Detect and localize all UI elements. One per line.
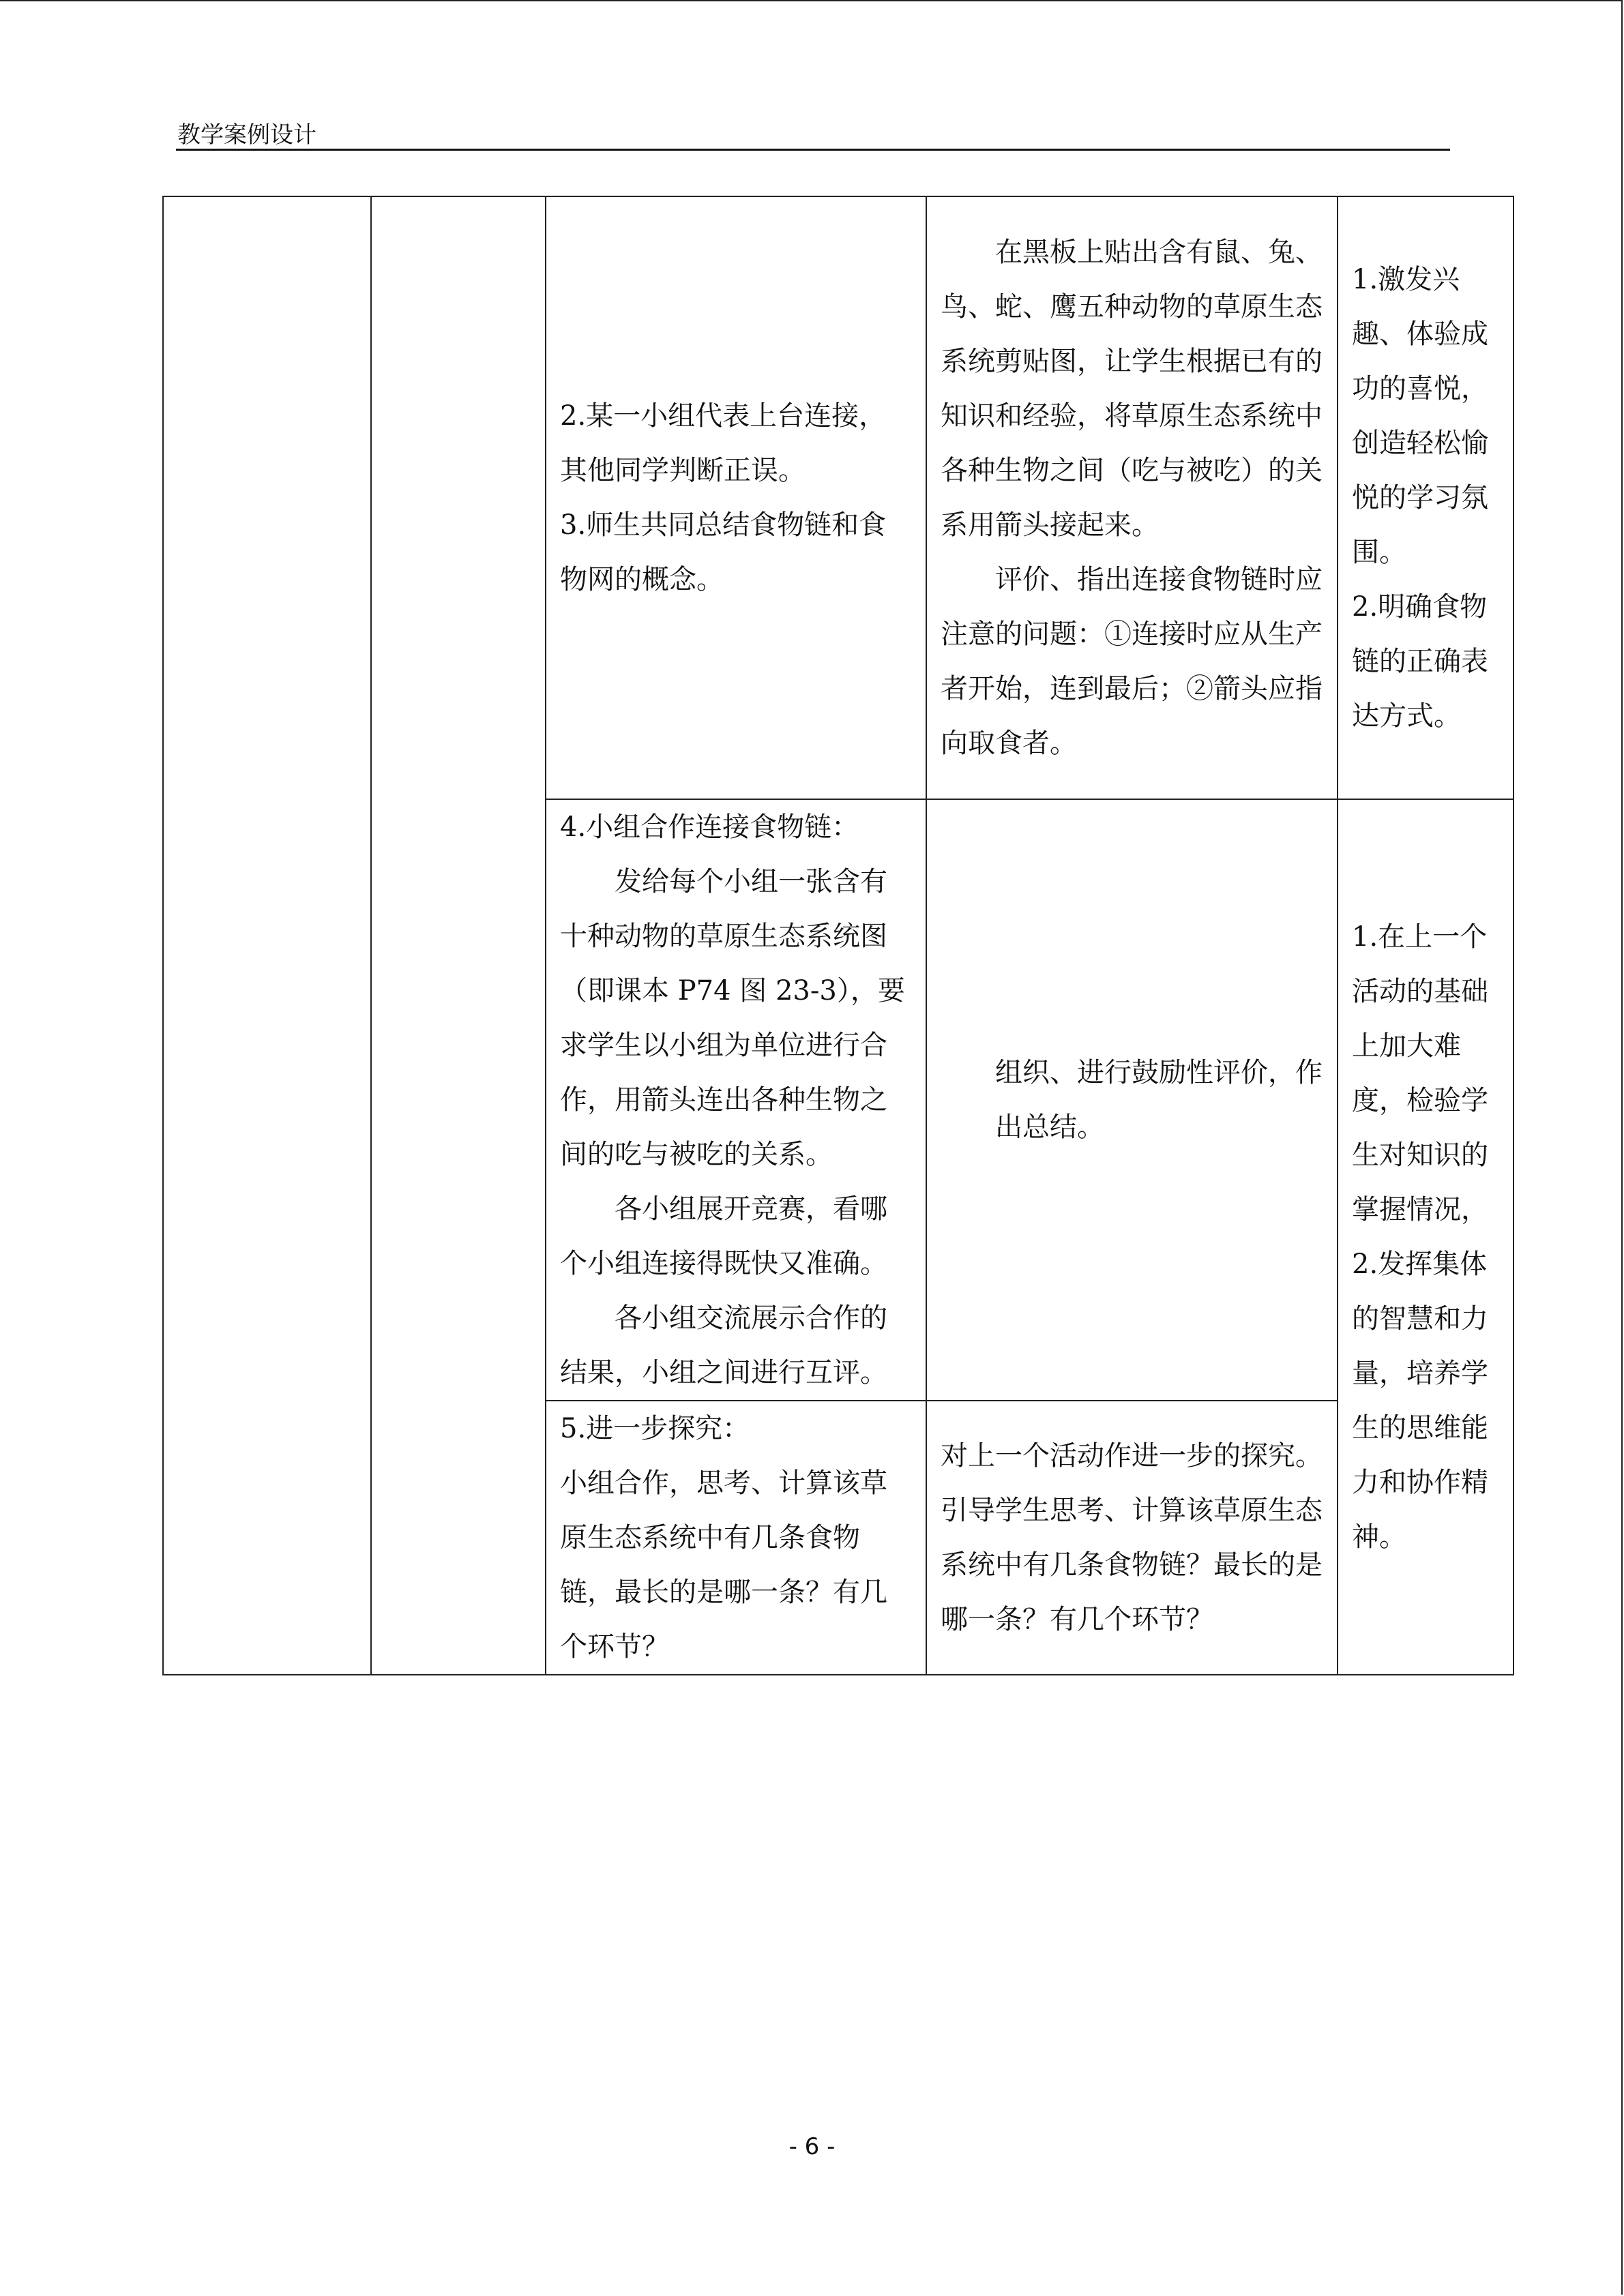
activity-title: 5.进一步探究： [560, 1413, 750, 1444]
student-activity-cell [546, 196, 926, 799]
blank-cell-col2 [371, 196, 546, 1675]
student-activity-text: 小组合作，思考、计算该草原生态系统中有几条食物链，最长的是哪一条？有几个环节？ [560, 1467, 887, 1663]
activity-title: 4.小组合作连接食物链： [560, 811, 859, 843]
student-activity-cell [546, 1401, 926, 1675]
student-activity-text: 发给每个小组一张含有十种动物的草原生态系统图（即课本 P74 图 23-3），要求学生以小组为单位进行合作，用箭头连出各种生物之间的吃与被吃的关系。 [560, 866, 905, 1170]
student-activity-text: 3.师生共同总结食物链和食物网的概念。 [560, 509, 887, 595]
teacher-activity-text: 在黑板上贴出含有鼠、兔、鸟、蛇、鹰五种动物的草原生态系统剪贴图，让学生根据已有的知识和经验，将草原生态系统中各种生物之间（吃与被吃）的关系用箭头接起来。 [941, 237, 1323, 541]
design-intent-cell [1338, 799, 1514, 1675]
student-activity-text: 2.某一小组代表上台连接，其他同学判断正误。 [560, 400, 887, 486]
header-title: 教学案例设计 [177, 121, 316, 149]
header-rule [176, 149, 1450, 151]
page-number: - 6 - [788, 2133, 836, 2160]
teacher-activity-text: 对上一个活动作进一步的探究。引导学生思考、计算该草原生态系统中有几条食物链？最长的是哪一条？有几个环节？ [941, 1440, 1323, 1635]
teacher-activity-cell [926, 799, 1338, 1401]
design-intent-text: 1.在上一个活动的基础上加大难度，检验学生对知识的掌握情况， [1352, 921, 1488, 1225]
teacher-activity-cell [926, 196, 1338, 799]
teacher-activity-text: 评价、指出连接食物链时应注意的问题：①连接时应从生产者开始，连到最后；②箭头应指向取食者。 [941, 564, 1323, 759]
design-intent-cell [1338, 196, 1514, 799]
student-activity-text: 各小组交流展示合作的结果，小组之间进行互评。 [560, 1302, 887, 1388]
design-intent-text: 1.激发兴趣、体验成功的喜悦，创造轻松愉悦的学习氛围。 [1352, 264, 1488, 568]
lesson-table [162, 196, 1514, 1675]
teacher-activity-text: 组织、进行鼓励性评价，作出总结。 [995, 1057, 1323, 1143]
design-intent-text: 2.明确食物链的正确表达方式。 [1352, 591, 1488, 732]
table-row [163, 196, 1514, 799]
student-activity-cell [546, 799, 926, 1401]
design-intent-text: 2.发挥集体的智慧和力量，培养学生的思维能力和协作精神。 [1352, 1249, 1488, 1553]
teacher-activity-cell [926, 1401, 1338, 1675]
blank-cell-col1 [163, 196, 371, 1675]
student-activity-text: 各小组展开竞赛，看哪个小组连接得既快又准确。 [560, 1193, 887, 1279]
